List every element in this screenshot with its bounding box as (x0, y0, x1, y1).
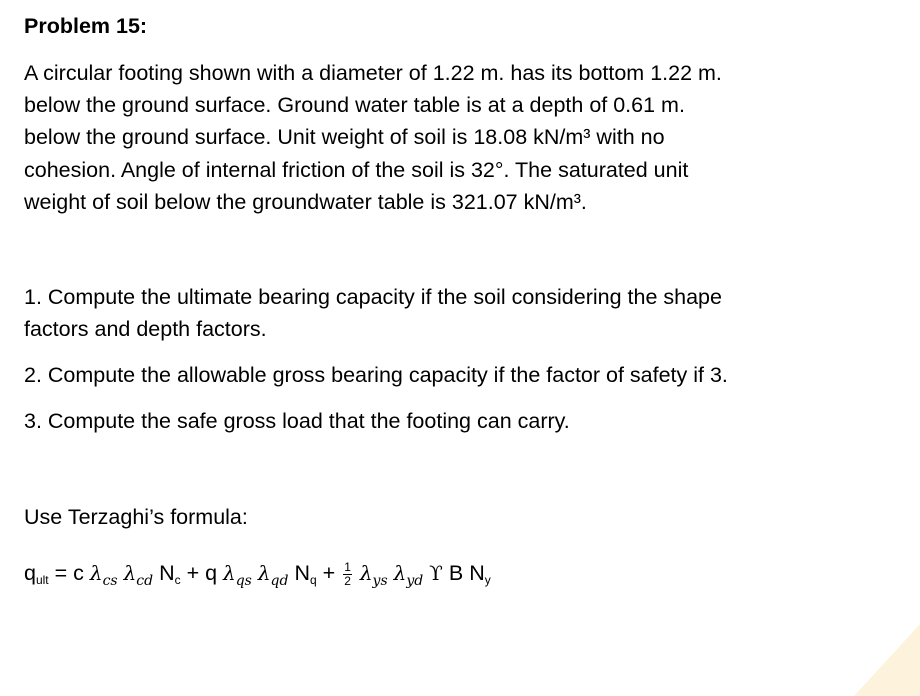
page-corner-fold (854, 624, 920, 696)
formula-plus: + (316, 561, 342, 585)
question-line: 3. Compute the safe gross load that the footing can carry. (24, 409, 570, 433)
question-2 (24, 360, 728, 392)
formula-qd: qd (270, 573, 289, 589)
description-line: A circular footing shown with a diameter of 1.22 m. has its bottom 1.22 m. (24, 61, 722, 85)
formula-lambda: λ (223, 561, 236, 585)
description-line: below the ground surface. Unit weight of soil is 18.08 kN/m³ with no (24, 125, 665, 150)
formula-n: N (153, 561, 175, 585)
problem-title: Problem 15: (24, 14, 148, 38)
formula-lambda: λ (359, 561, 373, 585)
formula-plus-q: + q (180, 561, 224, 585)
formula-ys: ys (372, 573, 388, 589)
formula-n: N (288, 561, 310, 585)
formula-qs: qs (235, 573, 252, 589)
formula-n-sub: q (309, 573, 317, 587)
description-line: weight of soil below the groundwater table is 321.07 kN/m³. (24, 189, 587, 214)
formula-yd: yd (406, 573, 424, 589)
fraction-numerator: 1 (344, 559, 351, 574)
question-line: 2. Compute the allowable gross bearing capacity if the factor of safety if 3. (24, 363, 728, 387)
formula-b-n: B N (442, 561, 485, 585)
formula-gamma: ϒ (429, 561, 443, 585)
formula-q-sub: ult (35, 573, 49, 587)
formula-eq: = c (48, 561, 90, 585)
formula-n-sub: y (484, 573, 491, 587)
formula-lambda: λ (393, 561, 407, 585)
question-3 (24, 406, 570, 438)
formula-q: q (24, 561, 36, 585)
description-line: cohesion. Angle of internal friction of the soil is 32°. The saturated unit (24, 157, 689, 182)
formula-n-sub: c (174, 573, 181, 587)
question-line: 1. Compute the ultimate bearing capacity if the soil considering the shape (24, 285, 722, 309)
formula-cd: cd (136, 573, 154, 589)
fraction-denominator: 2 (344, 573, 351, 588)
problem-description (24, 57, 904, 218)
description-line: below the ground surface. Ground water table is at a depth of 0.61 m. (24, 93, 685, 118)
formula-cs: cs (102, 573, 118, 589)
terzaghi-formula (24, 553, 491, 601)
formula-lambda: λ (123, 561, 137, 585)
question-1 (24, 282, 722, 345)
formula-fraction (343, 561, 352, 588)
page-corner-decoration (854, 624, 920, 696)
formula-intro: Use Terzaghi’s formula: (24, 505, 248, 529)
question-line: factors and depth factors. (24, 316, 267, 341)
formula-lambda: λ (257, 561, 271, 585)
formula-lambda: λ (89, 561, 103, 585)
